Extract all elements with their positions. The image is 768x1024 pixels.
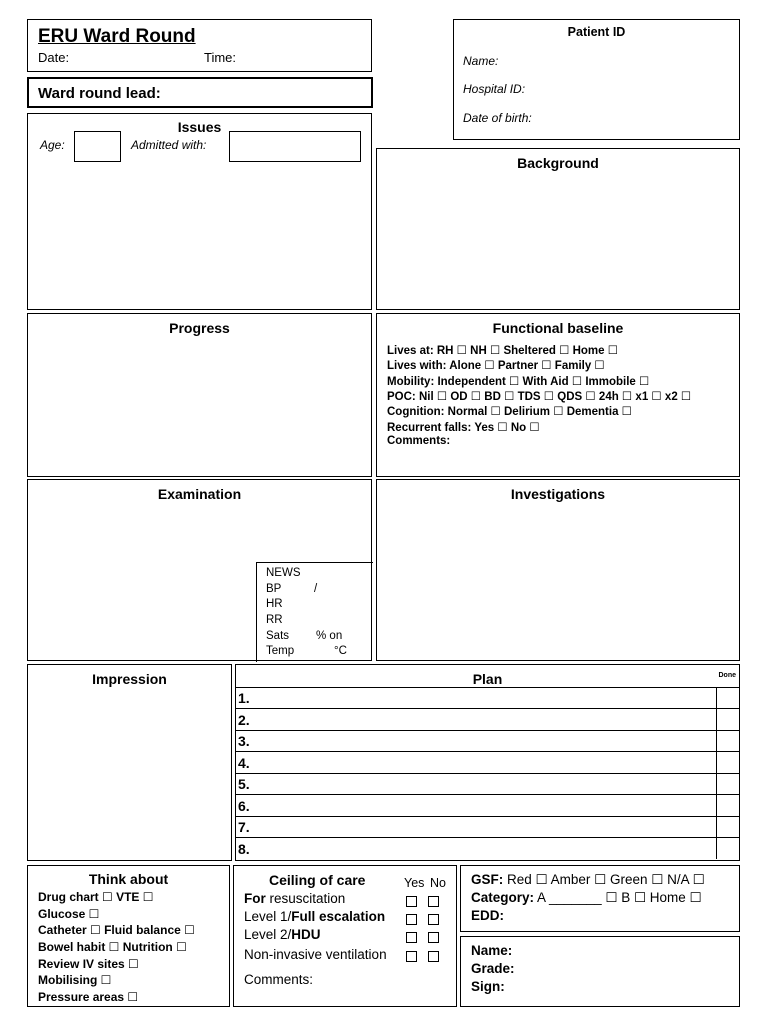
news-label: NEWS <box>266 567 301 579</box>
ceiling-level1-no-checkbox[interactable] <box>428 914 439 925</box>
impression-box[interactable] <box>27 664 232 861</box>
think-about-box[interactable] <box>27 865 230 1007</box>
think-pressure-areas[interactable]: Pressure areas ☐ <box>38 990 139 1004</box>
age-field[interactable] <box>74 131 121 162</box>
ceiling-level2-bold: HDU <box>291 927 321 942</box>
investigations-title: Investigations <box>510 486 606 502</box>
fb-poc[interactable]: POC: Nil ☐ OD ☐ BD ☐ TDS ☐ QDS ☐ 24h ☐ x1 ☐ x2 ☐ <box>387 391 692 403</box>
fb-cognition[interactable]: Cognition: Normal ☐ Delirium ☐ Dementia ☐ <box>387 406 632 418</box>
think-drug-chart[interactable]: Drug chart ☐ VTE ☐ <box>38 890 154 904</box>
think-bowel-habit[interactable]: Bowel habit ☐ Nutrition ☐ <box>38 940 187 954</box>
examination-title: Examination <box>157 486 242 502</box>
temp-label: Temp <box>266 645 295 657</box>
ceiling-for-bold: For <box>244 891 266 906</box>
plan-row-7[interactable] <box>236 816 739 837</box>
plan-item-number: 3. <box>238 733 250 749</box>
signoff-grade-label[interactable]: Grade: <box>471 961 515 976</box>
admitted-with-field[interactable] <box>229 131 361 162</box>
category-label: Category: <box>471 890 535 905</box>
fb-lives-at[interactable]: Lives at: RH ☐ NH ☐ Sheltered ☐ Home ☐ <box>387 345 619 357</box>
ceiling-comments[interactable]: Comments: <box>244 972 314 987</box>
admitted-with-label: Admitted with: <box>131 138 207 152</box>
ceiling-of-care-box[interactable] <box>233 865 457 1007</box>
plan-done-label: Done <box>718 672 736 679</box>
think-glucose[interactable]: Glucose ☐ <box>38 907 100 921</box>
form-title: ERU Ward Round <box>38 26 196 47</box>
ceiling-level1-yes-checkbox[interactable] <box>406 914 417 925</box>
age-label: Age: <box>40 138 65 152</box>
sats-label: Sats <box>266 630 290 642</box>
ceiling-niv-yes-checkbox[interactable] <box>406 951 417 962</box>
ceiling-level2-no-checkbox[interactable] <box>428 932 439 943</box>
vitals-box[interactable] <box>256 562 373 662</box>
category-line[interactable] <box>471 890 702 906</box>
ceiling-resus-no-checkbox[interactable] <box>428 896 439 907</box>
think-about-title: Think about <box>88 871 169 887</box>
ceiling-for-rest: resuscitation <box>265 891 346 906</box>
think-mobilising[interactable]: Mobilising ☐ <box>38 973 112 987</box>
plan-item-number: 1. <box>238 690 250 706</box>
ceiling-title: Ceiling of care <box>269 872 366 888</box>
plan-item-number: 4. <box>238 755 250 771</box>
edd-label[interactable]: EDD: <box>471 908 504 923</box>
plan-box[interactable] <box>235 664 740 861</box>
signoff-name-label[interactable]: Name: <box>471 943 513 958</box>
plan-item-number: 5. <box>238 776 250 792</box>
functional-baseline-title: Functional baseline <box>492 320 624 336</box>
bp-separator: / <box>314 583 318 595</box>
ceiling-level2 <box>244 927 321 942</box>
impression-title: Impression <box>92 671 167 687</box>
examination-box[interactable] <box>27 479 372 661</box>
progress-title: Progress <box>169 320 230 336</box>
background-title: Background <box>517 155 599 171</box>
time-label: Time: <box>204 50 237 65</box>
patient-id-title: Patient ID <box>567 25 626 39</box>
functional-baseline-box[interactable] <box>376 313 740 477</box>
ceiling-niv: Non-invasive ventilation <box>244 947 387 962</box>
plan-row-1[interactable] <box>236 687 739 708</box>
ward-round-lead-box[interactable] <box>27 77 373 108</box>
dob-label: Date of birth: <box>463 111 532 125</box>
think-catheter[interactable]: Catheter ☐ Fluid balance ☐ <box>38 923 195 937</box>
plan-row-4[interactable] <box>236 751 739 773</box>
progress-box[interactable] <box>27 313 372 477</box>
gsf-line[interactable] <box>471 872 705 888</box>
patient-name-label: Name: <box>463 54 499 68</box>
ward-round-lead-label: Ward round lead: <box>38 85 161 102</box>
ceiling-resus-yes-checkbox[interactable] <box>406 896 417 907</box>
sats-unit: % on <box>316 630 343 642</box>
bp-label: BP <box>266 583 282 595</box>
think-review-iv[interactable]: Review IV sites ☐ <box>38 957 139 971</box>
category-options: A _______ ☐ B ☐ Home ☐ <box>534 890 702 905</box>
fb-comments[interactable]: Comments: <box>387 435 451 447</box>
ceiling-level1-plain: Level 1/ <box>244 909 292 924</box>
issues-title: Issues <box>177 119 222 135</box>
ceiling-level2-plain: Level 2/ <box>244 927 292 942</box>
ceiling-level2-yes-checkbox[interactable] <box>406 932 417 943</box>
plan-item-number: 8. <box>238 841 250 857</box>
plan-row-2[interactable] <box>236 708 739 730</box>
rr-label: RR <box>266 614 283 626</box>
ceiling-no-header: No <box>430 876 446 890</box>
ceiling-level1 <box>244 909 385 924</box>
header-box <box>27 19 372 72</box>
patient-id-box[interactable] <box>453 19 740 140</box>
background-box[interactable] <box>376 148 740 310</box>
plan-row-3[interactable] <box>236 730 739 751</box>
ceiling-level1-bold: Full escalation <box>291 909 386 924</box>
gsf-box[interactable] <box>460 865 740 932</box>
signoff-sign-label[interactable]: Sign: <box>471 979 505 994</box>
plan-row-6[interactable] <box>236 794 739 816</box>
issues-box[interactable] <box>27 113 372 310</box>
hospital-id-label: Hospital ID: <box>463 82 526 96</box>
plan-item-number: 7. <box>238 819 250 835</box>
plan-title: Plan <box>472 671 503 687</box>
gsf-options: Red ☐ Amber ☐ Green ☐ N/A ☐ <box>503 872 705 887</box>
plan-item-number: 6. <box>238 798 250 814</box>
plan-row-5[interactable] <box>236 773 739 794</box>
fb-mobility[interactable]: Mobility: Independent ☐ With Aid ☐ Immobile ☐ <box>387 376 650 388</box>
gsf-label: GSF: <box>471 872 504 887</box>
ceiling-yes-header: Yes <box>404 876 425 890</box>
fb-recurrent-falls[interactable]: Recurrent falls: Yes ☐ No ☐ <box>387 422 540 434</box>
ceiling-niv-no-checkbox[interactable] <box>428 951 439 962</box>
investigations-box[interactable] <box>376 479 740 661</box>
signoff-box[interactable] <box>460 936 740 1007</box>
temp-unit: °C <box>334 645 347 657</box>
plan-row-8[interactable] <box>236 837 739 859</box>
date-label: Date: <box>38 50 70 65</box>
fb-lives-with[interactable]: Lives with: Alone ☐ Partner ☐ Family ☐ <box>387 360 605 372</box>
plan-item-number: 2. <box>238 712 250 728</box>
hr-label: HR <box>266 598 283 610</box>
ceiling-resuscitation <box>244 891 345 906</box>
